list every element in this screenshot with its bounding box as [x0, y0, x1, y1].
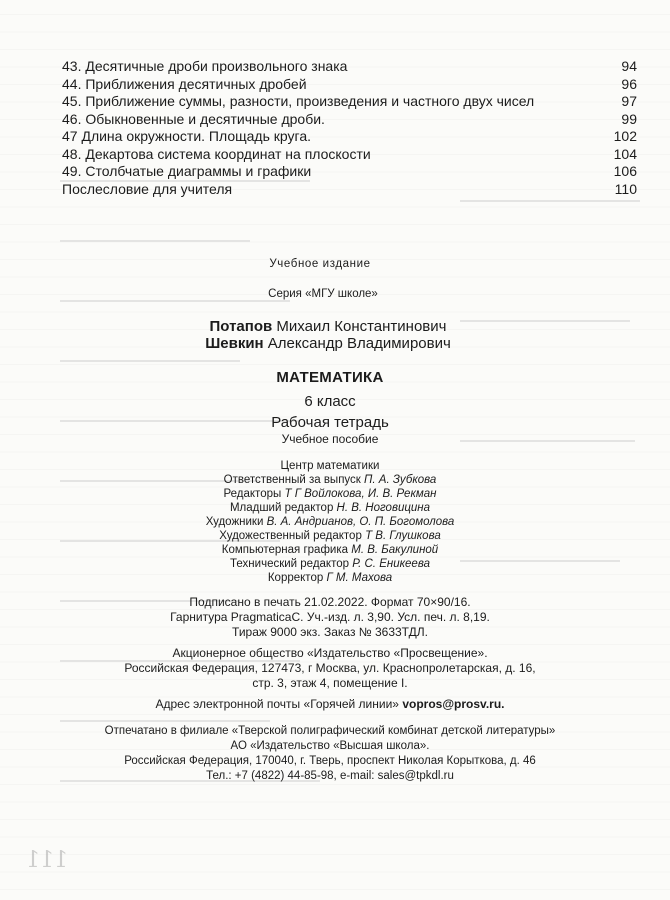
- book-subtitle: Рабочая тетрадь: [271, 414, 389, 431]
- publisher-name: Акционерное общество «Издательство «Просвещение».: [172, 646, 488, 660]
- toc-row[interactable]: 46. Обыкновенные и десятичные дроби. 99: [62, 110, 637, 127]
- credit-line: Ответственный за выпуск П. А. Зубкова: [223, 474, 437, 486]
- author-1: [0, 318, 663, 335]
- hotline-line: Адрес электронной почты «Горячей линии» vopros@prosv.ru.: [155, 697, 505, 711]
- toc-row[interactable]: 47 Длина окружности. Площадь круга. 102: [62, 128, 637, 144]
- author-2: [0, 335, 663, 352]
- credit-line: Редакторы Т Г Войлокова, И. В. Рекман: [223, 488, 437, 500]
- hotline-email[interactable]: vopros@prosv.ru.: [402, 697, 505, 711]
- printer-line: Российская Федерация, 170040, г. Тверь, проспект Николая Корыткова, д. 46: [124, 755, 536, 767]
- credit-line: Художественный редактор Т В. Глушкова: [219, 530, 441, 542]
- author-1-surname: Потапов: [209, 318, 273, 335]
- printer-line: Отпечатано в филиале «Тверской полиграфический комбинат детской литературы»: [104, 725, 556, 737]
- print-run-line: Тираж 9000 экз. Заказ № 3633ТДЛ.: [232, 625, 428, 639]
- book-type: Учебное пособие: [281, 432, 379, 446]
- reverse-page-number: 111: [26, 848, 68, 873]
- typeface-line: Гарнитура PragmaticaC. Уч.-изд. л. 3,90. Усл. печ. л. 8,19.: [170, 610, 490, 624]
- printer-line: АО «Издательство «Высшая школа».: [230, 740, 430, 752]
- credit-line: Компьютерная графика М. В. Бакулиной: [221, 544, 439, 556]
- publisher-address: Российская Федерация, 127473, г Москва, ул. Краснопролетарская, д. 16,: [124, 661, 536, 675]
- printer-contact-line: Тел.: +7 (4822) 44-85-98, e-mail: sales@tpkdl.ru: [206, 770, 454, 782]
- toc-row[interactable]: 45. Приближение суммы, разности, произведения и частного двух чисел 97: [62, 93, 637, 109]
- credit-line: Младший редактор Н. В. Ноговицина: [229, 502, 431, 514]
- author-1-name: Михаил Константинович: [276, 318, 447, 335]
- edition-type: Учебное издание: [269, 258, 371, 270]
- publisher-address-2: стр. 3, этаж 4, помещение I.: [252, 676, 408, 690]
- toc-row[interactable]: 43. Десятичные дроби произвольного знака 94: [62, 58, 637, 74]
- book-title: МАТЕМАТИКА: [276, 369, 384, 386]
- print-signed-line: Подписано в печать 21.02.2022. Формат 70×90/16.: [189, 595, 471, 609]
- credit-line: Корректор Г М. Махова: [267, 572, 393, 584]
- author-2-surname: Шевкин: [205, 335, 264, 352]
- editorial-center: Центр математики: [280, 460, 380, 472]
- credit-line: Технический редактор Р. С. Еникеева: [230, 558, 430, 570]
- grade: 6 класс: [304, 393, 356, 410]
- toc-row[interactable]: 49. Столбчатые диаграммы и графики 106: [62, 163, 637, 179]
- toc-row[interactable]: 48. Декартова система координат на плоскости 104: [62, 145, 637, 162]
- toc-row[interactable]: 44. Приближения десятичных дробей 96: [62, 75, 637, 92]
- toc-row[interactable]: Послесловие для учителя 110: [62, 180, 637, 197]
- table-of-contents: [62, 58, 637, 198]
- credit-line: Художники В. А. Андрианов, О. П. Богомолова: [205, 516, 455, 528]
- author-2-name: Александр Владимирович: [267, 335, 451, 352]
- series-name: Серия «МГУ школе»: [268, 288, 378, 300]
